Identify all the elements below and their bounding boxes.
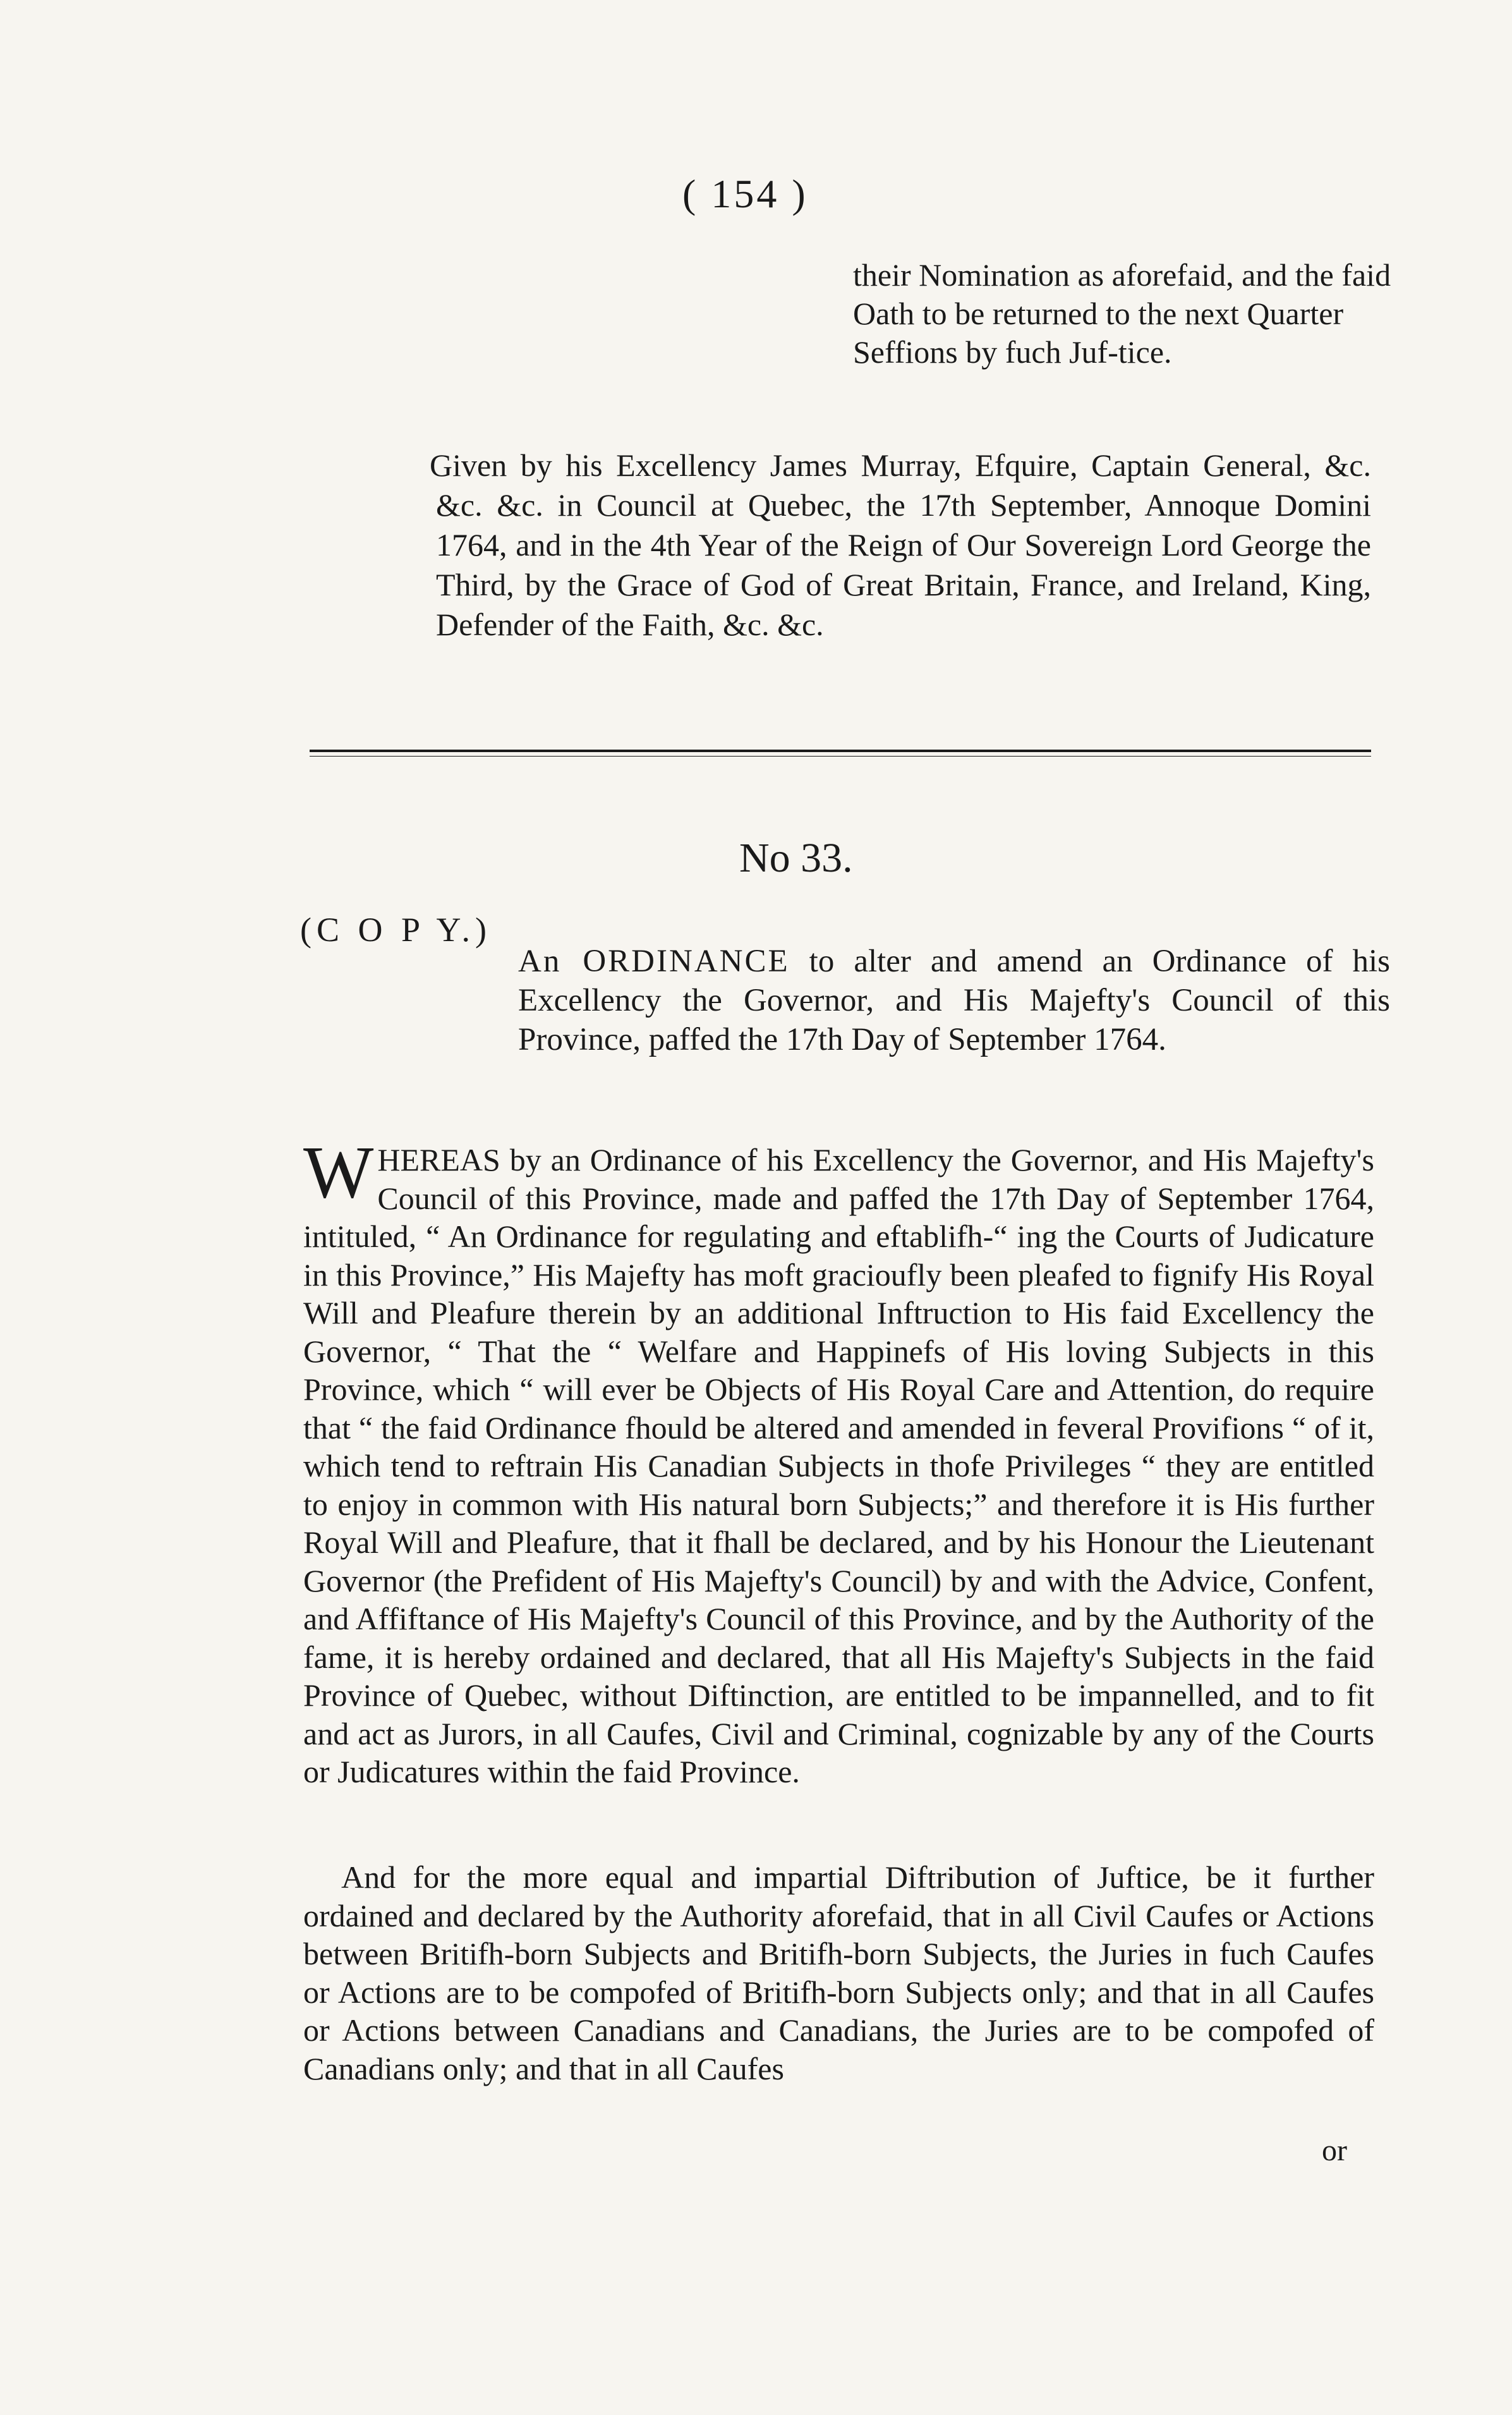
section-divider-thin — [310, 756, 1371, 757]
copy-label: (C O P Y.) — [300, 911, 492, 949]
paragraph-juries: And for the more equal and impartial Diftribution of Juftice, be it further ordained and declared by the Authority aforefaid, that in all Civil Caufes or Actions between Britifh-born Subjects and Britifh-born Subjects, the Juries in fuch Caufes or Actions are to be compofed of Britifh-born Subjects only; and that in all Caufes or Actions between Canadians and Canadians, the Juries are to be compofed of Canadians only; and that in all Caufes — [303, 1859, 1374, 2086]
paragraph-whereas-text: HEREAS by an Ordinance of his Excellency the Governor, and His Majefty's Council of this Province, made and paffed the 17th Day of September 1764, intituled, “ An Ordinance for regulating and eftablifh-“ ing the Courts of Judicature in this Province,” His Majefty has moft gracioufly been pleafed to fignify His Royal Will and Pleafure therein by an additional Inftruction to His faid Excellency the Governor, “ That the “ Welfare and Happinefs of His loving Subjects in this Province, which “ will ever be Objects of His Royal Care and Attention, do require that “ the faid Ordinance fhould be altered and amended in feveral Provifions “ of it, which tend to reftrain His Canadian Subjects in thofe Privileges “ they are entitled to enjoy in common with His natural born Subjects;” and therefore it is His further Royal Will and Pleafure, that it fhall be declared, and by his Honour the Lieutenant Governor (the Prefident of His Majefty's Council) by and with the Advice, Confent, and Affiftance of His Majefty's Council of this Province, and by the Authority of the fame, it is hereby ordained and declared, that all His Majefty's Subjects in the faid Province of Quebec, without Diftinction, are entitled to be impannelled, and to fit and act as Jurors, in all Caufes, Civil and Criminal, cognizable by any of the Courts or Judicatures within the faid Province. — [303, 1142, 1374, 1789]
page-number: ( 154 ) — [682, 171, 808, 216]
catchword: or — [1322, 2134, 1347, 2167]
paragraph-whereas — [303, 1131, 1374, 1791]
continuation-text: their Nomination as aforefaid, and the faid Oath to be returned to the next Quarter Seffions by fuch Juf-tice. — [853, 257, 1391, 370]
ordinance-title — [518, 942, 1390, 1059]
section-divider — [310, 750, 1371, 752]
ordinance-title-word: An ORDINANCE — [518, 944, 790, 979]
ordinance-number: No 33. — [739, 835, 853, 881]
drop-cap: W — [303, 1131, 374, 1214]
ordinance-title-rest: to alter and amend an Ordinance of his Excellency the Governor, and His Majefty's Council of this Province, paffed the 17th Day of September 1764. — [518, 944, 1391, 1057]
given-clause: Given by his Excellency James Murray, Efquire, Captain General, &c. &c. &c. in Council at Quebec, the 17th September, Annoque Domini 1764, and in the 4th Year of the Reign of Our Sovereign Lord George the Third, by the Grace of God of Great Britain, France, and Ireland, King, Defender of the Faith, &c. &c. — [430, 447, 1371, 642]
